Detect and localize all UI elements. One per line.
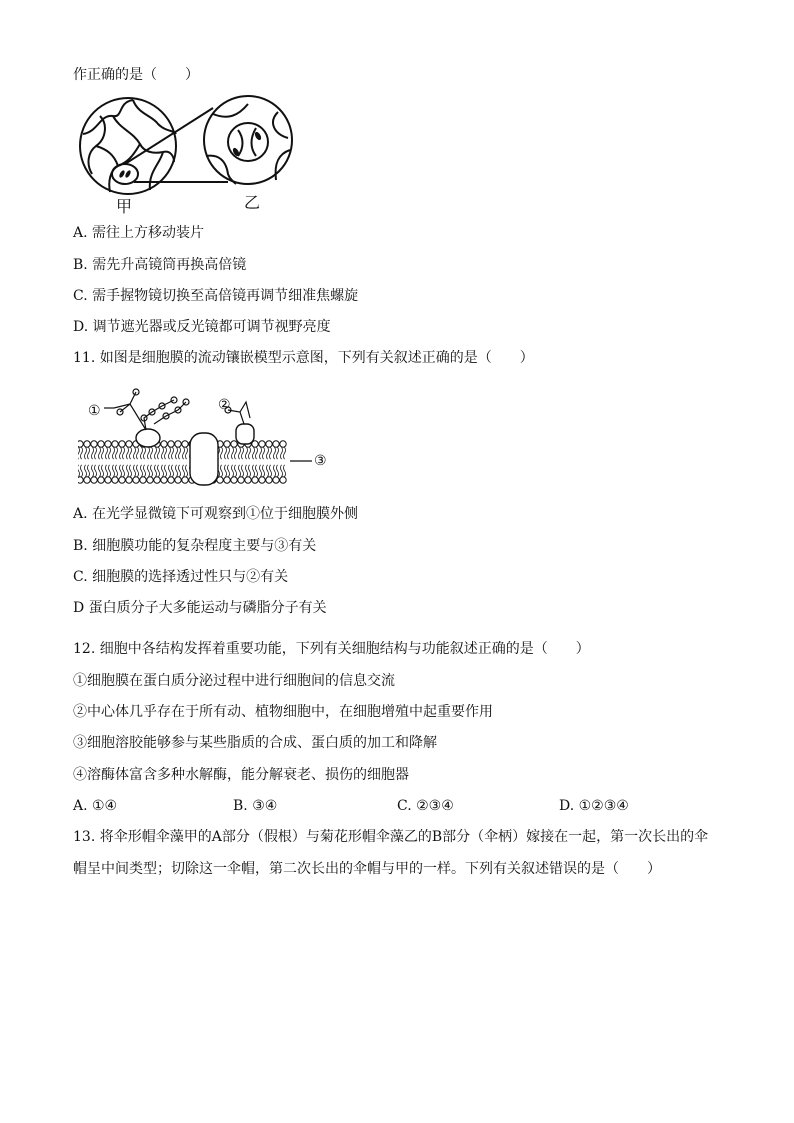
q13-stem-line1: 13. 将伞形帽伞藻甲的A部分（假根）与菊花形帽伞藻乙的B部分（伞柄）嫁接在一起，第一次长出的伞 [73,829,709,845]
phospholipid-head [147,477,153,483]
phospholipid-tail [274,447,276,459]
phospholipid-tail [92,447,94,459]
phospholipid-tail [148,465,150,477]
label-circled-1: ① [88,403,101,419]
phospholipid-tail [239,465,241,477]
phospholipid-tail [246,447,248,459]
phospholipid-tail [123,465,125,477]
phospholipid-tail [186,447,188,459]
q11-option-a: A. 在光学显微镜下可观察到①位于细胞膜外侧 [73,506,359,522]
phospholipid-tail [165,447,167,459]
phospholipid-tail [169,447,171,459]
phospholipid-head [98,441,104,447]
q12-choice-b: B. ③④ [233,798,278,814]
fluid-mosaic-diagram [78,382,338,492]
q10-option-c: C. 需手握物镜切换至高倍镜再调节细准焦螺旋 [73,288,359,304]
glycoprotein-2 [236,424,254,444]
phospholipid-tail [253,465,255,477]
phospholipid-tail [172,465,174,477]
phospholipid-head [182,441,188,447]
phospholipid-head [91,477,97,483]
phospholipid-tail [127,447,129,459]
microscope-figure [78,94,308,214]
phospholipid-tail [162,447,164,459]
phospholipid-tail [172,447,174,459]
phospholipid-head [280,477,286,483]
phospholipid-tail [225,465,227,477]
phospholipid-head [224,477,230,483]
phospholipid-head [175,441,181,447]
phospholipid-tail [123,447,125,459]
phospholipid-tail [155,447,157,459]
phospholipid-tail [235,447,237,459]
q10-option-b: B. 需先升高镜筒再换高倍镜 [73,257,247,273]
phospholipid-tail [277,447,279,459]
phospholipid-tail [221,447,223,459]
q10-stem-tail: 作正确的是（ ） [73,67,199,83]
q12-choice-a: A. ①④ [73,798,118,814]
phospholipid-tail [78,447,80,459]
transmembrane-protein [190,433,218,485]
q10-option-d: D. 调节遮光器或反光镜都可调节视野亮度 [73,319,331,335]
q12-choice-c: C. ②③④ [397,798,454,814]
phospholipid-tail [99,447,101,459]
phospholipid-tail [88,447,90,459]
q12-statement-1: ①细胞膜在蛋白质分泌过程中进行细胞间的信息交流 [73,673,395,689]
q11-option-c: C. 细胞膜的选择透过性只与②有关 [73,569,289,585]
phospholipid-tail [134,447,136,459]
phospholipid-head [168,441,174,447]
phospholipid-tail [267,465,269,477]
phospholipid-head [231,441,237,447]
phospholipid-tail [81,465,83,477]
phospholipid-tail [228,447,230,459]
phospholipid-head [161,441,167,447]
phospholipid-tail [186,465,188,477]
phospholipid-head [252,477,258,483]
phospholipid-tail [141,465,143,477]
phospholipid-head [245,477,251,483]
phospholipid-tail [228,465,230,477]
phospholipid-head [175,477,181,483]
phospholipid-head [91,441,97,447]
membrane-figure [78,382,338,492]
q12-statement-3: ③细胞溶胶能够参与某些脂质的合成、蛋白质的加工和降解 [73,735,437,751]
phospholipid-tail [221,465,223,477]
phospholipid-tail [106,465,108,477]
q13-stem-line2: 帽呈中间类型；切除这一伞帽，第二次长出的伞帽与甲的一样。下列有关叙述错误的是（ ） [73,861,661,877]
phospholipid-head [78,477,83,483]
phospholipid-tail [95,447,97,459]
q12-statement-4: ④溶酶体富含多种水解酶，能分解衰老、损伤的细胞器 [73,767,409,783]
phospholipid-tail [134,465,136,477]
phospholipid-head [154,477,160,483]
phospholipid-tail [88,465,90,477]
q11-option-d: D 蛋白质分子大多能运动与磷脂分子有关 [73,600,327,616]
phospholipid-head [126,477,132,483]
phospholipid-tail [267,447,269,459]
phospholipid-tail [148,447,150,459]
phospholipid-tail [242,465,244,477]
phospholipid-tail [116,465,118,477]
phospholipid-tail [284,447,286,459]
phospholipid-tail [158,447,160,459]
phospholipid-head [126,441,132,447]
phospholipid-tail [120,465,122,477]
phospholipid-tail [176,447,178,459]
field-yi-circle [204,96,292,184]
phospholipid-head [140,477,146,483]
phospholipid-tail [130,447,132,459]
phospholipid-head [84,441,90,447]
phospholipid-head [168,477,174,483]
phospholipid-tail [239,447,241,459]
phospholipid-tail [102,465,104,477]
q11-stem: 11. 如图是细胞膜的流动镶嵌模型示意图，下列有关叙述正确的是（ ） [73,350,534,366]
phospholipid-tail [141,447,143,459]
phospholipid-tail [281,447,283,459]
phospholipid-tail [113,447,115,459]
phospholipid-tail [85,447,87,459]
phospholipid-tail [95,465,97,477]
phospholipid-tail [113,465,115,477]
phospholipid-tail [116,447,118,459]
phospholipid-tail [235,465,237,477]
q11-option-b: B. 细胞膜功能的复杂程度主要与③有关 [73,538,317,554]
phospholipid-tail [263,465,265,477]
q12-statement-2: ②中心体几乎存在于所有动、植物细胞中，在细胞增殖中起重要作用 [73,704,493,720]
phospholipid-tail [169,465,171,477]
phospholipid-tail [183,447,185,459]
q12-stem: 12. 细胞中各结构发挥着重要功能，下列有关细胞结构与功能叙述正确的是（ ） [73,641,590,657]
phospholipid-head [238,477,244,483]
phospholipid-head [98,477,104,483]
phospholipid-tail [109,465,111,477]
phospholipid-head [259,441,265,447]
phospholipid-tail [225,447,227,459]
phospholipid-tail [277,465,279,477]
phospholipid-tail [144,447,146,459]
phospholipid-tail [78,465,80,477]
phospholipid-tail [274,465,276,477]
phospholipid-head [266,441,272,447]
label-circled-3: ③ [314,453,327,469]
phospholipid-tail [270,447,272,459]
phospholipid-tail [253,447,255,459]
phospholipid-head [273,441,279,447]
phospholipid-tail [99,465,101,477]
phospholipid-head [161,477,167,483]
phospholipid-tail [155,465,157,477]
q10-option-a: A. 需往上方移动装片 [73,225,205,241]
phospholipid-tail [151,465,153,477]
phospholipid-tail [92,465,94,477]
phospholipid-head [266,477,272,483]
phospholipid-tail [260,447,262,459]
phospholipid-tail [165,465,167,477]
microscope-diagram [78,94,308,214]
phospholipid-tail [256,465,258,477]
phospholipid-tail [232,465,234,477]
phospholipid-head [259,477,265,483]
phospholipid-tail [249,465,251,477]
phospholipid-tail [246,465,248,477]
phospholipid-tail [137,447,139,459]
phospholipid-head [119,441,125,447]
q12-choice-d: D. ①②③④ [559,798,629,814]
label-circled-2: ② [218,397,231,413]
phospholipid-head [273,477,279,483]
phospholipid-head [280,441,286,447]
phospholipid-tail [179,465,181,477]
phospholipid-tail [162,465,164,477]
phospholipid-tail [151,447,153,459]
glycoprotein-1 [136,429,160,447]
phospholipid-tail [158,465,160,477]
phospholipid-tail [102,447,104,459]
phospholipid-head [182,477,188,483]
phospholipid-tail [281,465,283,477]
phospholipid-tail [183,465,185,477]
phospholipid-head [231,477,237,483]
phospholipid-tail [130,465,132,477]
guard-cell-large [228,123,268,161]
phospholipid-tail [179,447,181,459]
phospholipid-tail [137,465,139,477]
phospholipid-tail [127,465,129,477]
phospholipid-head [84,477,90,483]
phospholipid-tail [106,447,108,459]
phospholipid-head [224,441,230,447]
phospholipid-tail [176,465,178,477]
phospholipid-head [133,477,139,483]
phospholipid-head [112,477,118,483]
phospholipid-tail [242,447,244,459]
phospholipid-tail [109,447,111,459]
phospholipid-tail [263,447,265,459]
phospholipid-tail [120,447,122,459]
phospholipid-head [119,477,125,483]
label-yi: 乙 [244,193,261,212]
phospholipid-tail [256,447,258,459]
phospholipid-tail [260,465,262,477]
phospholipid-tail [284,465,286,477]
phospholipid-head [78,441,83,447]
phospholipid-tail [270,465,272,477]
phospholipid-tail [85,465,87,477]
phospholipid-tail [144,465,146,477]
phospholipid-tail [249,447,251,459]
phospholipid-tail [232,447,234,459]
phospholipid-head [112,441,118,447]
label-jia: 甲 [116,197,133,216]
phospholipid-head [105,477,111,483]
phospholipid-head [105,441,111,447]
phospholipid-tail [81,447,83,459]
